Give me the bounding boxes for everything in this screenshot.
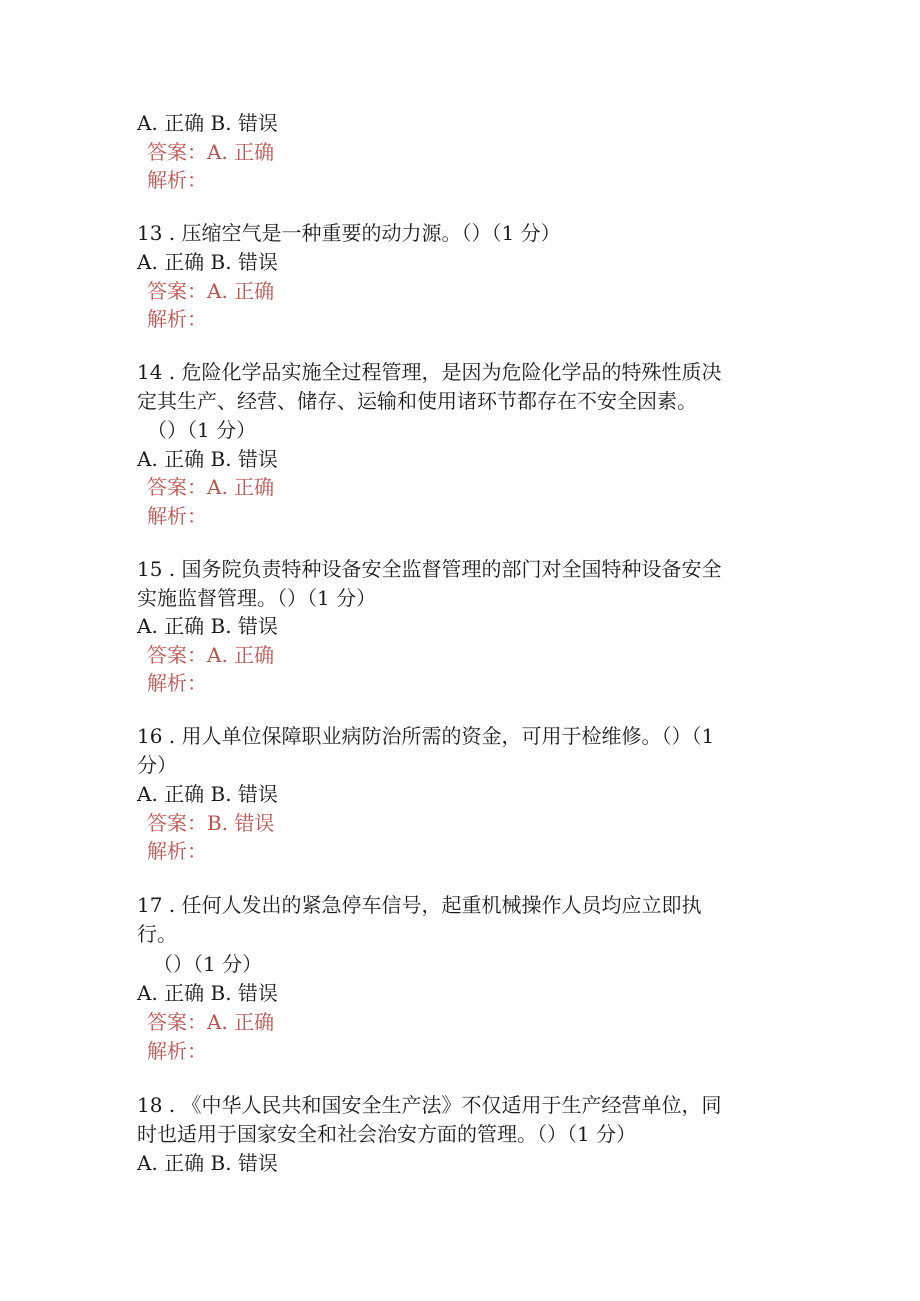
q18-text-line-1: 18 . 《中华人民共和国安全生产法》不仅适用于生产经营单位，同 <box>137 1093 722 1117</box>
q13-options: A. 正确 B. 错误 <box>137 250 278 274</box>
q18-text-line-2: 时也适用于国家安全和社会治安方面的管理。（）（1 分） <box>137 1122 637 1146</box>
q14-text-line-1: 14 . 危险化学品实施全过程管理，是因为危险化学品的特殊性质决 <box>137 360 722 384</box>
q12-analysis: 解析： <box>147 168 207 192</box>
q17-text-line-1: 17 . 任何人发出的紧急停车信号，起重机械操作人员均应立即执 <box>137 893 702 917</box>
q13-text-line-1: 13 . 压缩空气是一种重要的动力源。（）（1 分） <box>137 221 561 245</box>
q12-options: A. 正确 B. 错误 <box>137 111 278 135</box>
q16-text-line-2: 分） <box>137 753 177 777</box>
q17-options: A. 正确 B. 错误 <box>137 981 278 1005</box>
q13-answer: 答案：A. 正确 <box>147 279 275 303</box>
q14-answer: 答案：A. 正确 <box>147 475 275 499</box>
q16-text-line-1: 16 . 用人单位保障职业病防治所需的资金，可用于检维修。（）（1 <box>137 724 715 748</box>
q16-analysis: 解析： <box>147 839 207 863</box>
q15-options: A. 正确 B. 错误 <box>137 614 278 638</box>
q16-options: A. 正确 B. 错误 <box>137 782 278 806</box>
q14-options: A. 正确 B. 错误 <box>137 447 278 471</box>
q17-text-line-2: 行。 <box>137 922 177 946</box>
q14-text-line-3: （）（1 分） <box>147 418 257 442</box>
q18-options: A. 正确 B. 错误 <box>137 1151 278 1175</box>
q15-analysis: 解析： <box>147 671 207 695</box>
q17-analysis: 解析： <box>147 1039 207 1063</box>
q15-answer: 答案：A. 正确 <box>147 643 275 667</box>
q17-text-line-3: （）（1 分） <box>153 952 263 976</box>
q17-answer: 答案：A. 正确 <box>147 1010 275 1034</box>
q15-text-line-2: 实施监督管理。（）（1 分） <box>137 586 377 610</box>
q13-analysis: 解析： <box>147 307 207 331</box>
q14-text-line-2: 定其生产、经营、储存、运输和使用诸环节都存在不安全因素。 <box>137 389 697 413</box>
q12-answer: 答案：A. 正确 <box>147 140 275 164</box>
q14-analysis: 解析： <box>147 504 207 528</box>
q15-text-line-1: 15 . 国务院负责特种设备安全监督管理的部门对全国特种设备安全 <box>137 557 722 581</box>
q16-answer: 答案：B. 错误 <box>147 811 275 835</box>
